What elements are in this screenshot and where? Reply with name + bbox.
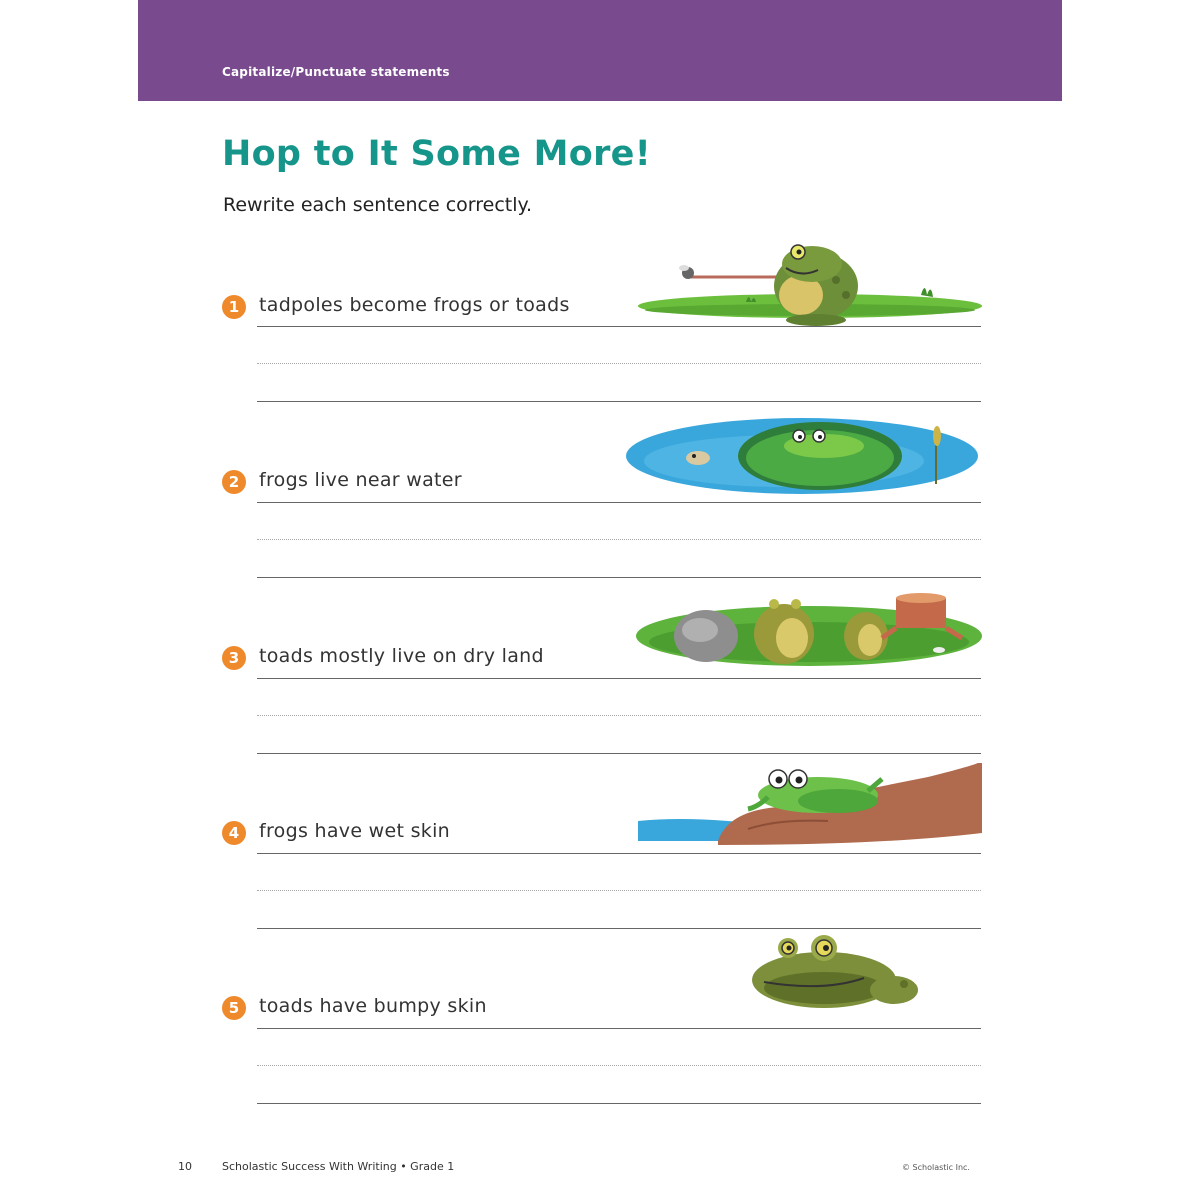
frog-on-lily-pad-icon [624,416,982,496]
worksheet-page [138,0,1062,1200]
writing-line-top [257,1028,981,1029]
exercise-item-2 [138,416,1062,591]
toad-face-icon [744,932,924,1012]
writing-line-top [257,502,981,503]
number-badge: 1 [222,295,246,319]
number-badge: 2 [222,470,246,494]
number-badge: 3 [222,646,246,670]
writing-line-bottom [257,928,981,929]
exercise-item-5 [138,942,1062,1117]
writing-line-top [257,678,981,679]
writing-line-dashed [257,363,981,364]
page-number: 10 [178,1160,192,1173]
writing-line-top [257,853,981,854]
exercise-item-1 [138,240,1062,415]
writing-line-bottom [257,1103,981,1104]
writing-line-dashed [257,539,981,540]
frog-catching-fly-icon [636,240,984,330]
sentence-text: tadpoles become frogs or toads [259,294,570,316]
sentence-text: frogs live near water [259,469,462,491]
skill-label: Capitalize/Punctuate statements [222,65,450,79]
sentence-text: toads have bumpy skin [259,995,487,1017]
sentence-text: toads mostly live on dry land [259,645,544,667]
exercise-item-3 [138,592,1062,767]
number-badge: 5 [222,996,246,1020]
header-band [138,0,1062,101]
writing-line-dashed [257,1065,981,1066]
instructions: Rewrite each sentence correctly. [223,194,533,216]
writing-line-bottom [257,753,981,754]
writing-line-dashed [257,890,981,891]
number-badge: 4 [222,821,246,845]
sentence-text: frogs have wet skin [259,820,451,842]
writing-line-bottom [257,577,981,578]
exercise-item-4 [138,767,1062,942]
book-title: Scholastic Success With Writing • Grade 1 [222,1160,455,1173]
writing-line-bottom [257,401,981,402]
copyright: © Scholastic Inc. [902,1163,970,1172]
writing-line-dashed [257,715,981,716]
frog-on-rock-icon [638,761,982,851]
page-title: Hop to It Some More! [222,134,651,174]
toads-on-grass-icon [634,592,984,668]
writing-line-top [257,326,981,327]
